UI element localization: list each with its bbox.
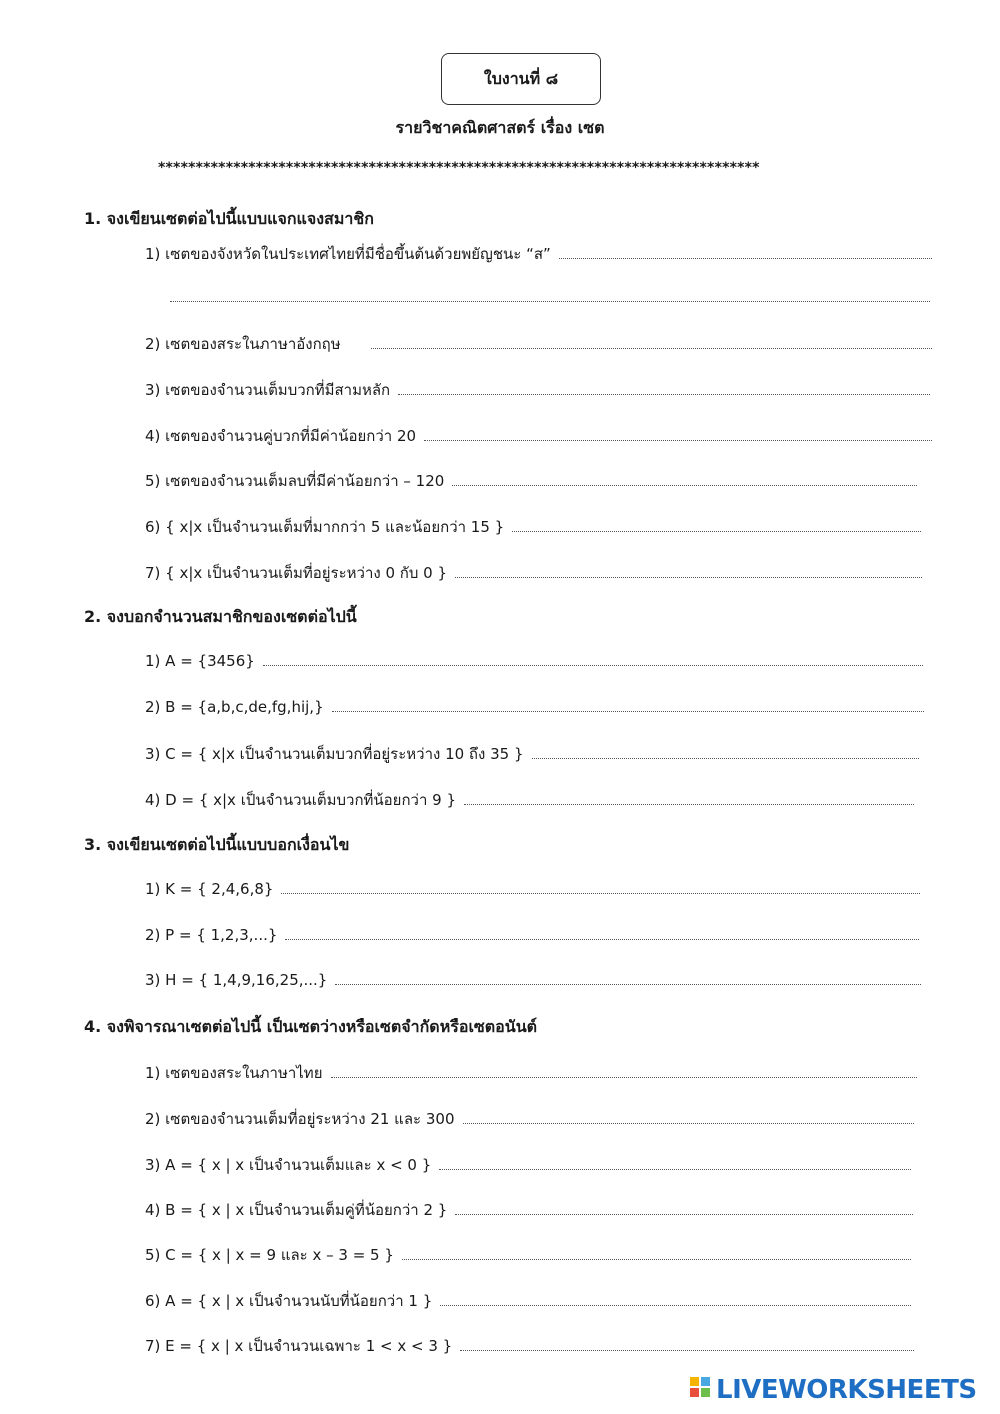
answer-line[interactable] [398,380,930,395]
question-label: 7) E = { x | x เป็นจำนวนเฉพาะ 1 < x < 3 } [145,1337,453,1355]
question-3-1 [145,879,920,901]
question-3-3 [145,970,921,992]
question-3-2 [145,925,919,947]
question-label: 7) { x|x เป็นจำนวนเต็มที่อยู่ระหว่าง 0 กับ 0 } [145,564,448,582]
liveworksheets-logo-icon [690,1377,712,1403]
liveworksheets-logo [690,1374,977,1406]
question-label: 1) K = { 2,4,6,8} [145,880,274,898]
subject-subtitle: รายวิชาคณิตศาสตร์ เรื่อง เซต [395,118,605,137]
answer-line[interactable] [452,471,917,486]
answer-line[interactable] [424,426,932,441]
worksheet-title [441,53,601,105]
answer-line[interactable] [460,1336,914,1351]
question-1-2 [145,332,932,354]
question-1-1 [145,242,932,264]
question-4-3 [145,1153,911,1175]
question-4-6 [145,1289,911,1311]
answer-line[interactable] [331,1063,918,1078]
question-label: 1) เซตของสระในภาษาไทย [145,1064,323,1082]
question-label: 3) H = { 1,4,9,16,25,...} [145,971,328,989]
question-label: 1) A = {3456} [145,652,255,670]
question-2-3 [145,742,919,764]
question-label: 2) เซตของสระในภาษาอังกฤษ [145,335,341,353]
answer-line[interactable] [455,563,922,578]
question-2-1 [145,651,923,673]
answer-line[interactable] [281,879,920,894]
answer-line[interactable] [463,1109,915,1124]
worksheet-title-text: ใบงานที่ ๘ [483,68,559,88]
question-2-2 [145,697,924,719]
question-label: 3) เซตของจำนวนเต็มบวกที่มีสามหลัก [145,381,391,399]
question-label: 6) A = { x | x เป็นจำนวนนับที่น้อยกว่า 1 } [145,1292,433,1310]
question-1-6 [145,515,921,537]
answer-line[interactable] [332,697,924,712]
question-label: 2) เซตของจำนวนเต็มที่อยู่ระหว่าง 21 และ 300 [145,1110,455,1128]
question-label: 4) D = { x|x เป็นจำนวนเต็มบวกที่น้อยกว่า 9 } [145,791,457,809]
question-2-4 [145,788,914,810]
question-label: 1) เซตของจังหวัดในประเทศไทยที่มีชื่อขึ้นต้นด้วยพยัญชนะ “ส” [145,245,551,263]
answer-line[interactable] [440,1291,911,1306]
answer-line[interactable] [371,334,932,349]
answer-line[interactable] [455,1200,913,1215]
question-label: 3) A = { x | x เป็นจำนวนเต็มและ x < 0 } [145,1156,432,1174]
question-4-1 [145,1061,917,1083]
section-2-heading: 2. จงบอกจำนวนสมาชิกของเซตต่อไปนี้ [84,607,357,626]
question-1-5 [145,469,917,491]
question-label: 2) B = {a,b,c,de,fg,hij,} [145,698,324,716]
question-4-5 [145,1243,911,1265]
answer-line[interactable] [285,925,919,940]
question-label: 2) P = { 1,2,3,...} [145,926,278,944]
answer-line[interactable] [532,744,919,759]
answer-line[interactable] [512,517,921,532]
answer-line[interactable] [559,244,932,259]
question-4-2 [145,1107,914,1129]
question-label: 5) เซตของจำนวนเต็มลบที่มีค่าน้อยกว่า – 120 [145,472,445,490]
section-4-heading: 4. จงพิจารณาเซตต่อไปนี้ เป็นเซตว่างหรือเซตจำกัดหรือเซตอนันต์ [84,1017,538,1036]
question-1-1-continuation [170,287,930,309]
question-label: 4) B = { x | x เป็นจำนวนเต็มคู่ที่น้อยกว่า 2 } [145,1201,448,1219]
question-4-7 [145,1334,914,1356]
question-1-3 [145,378,930,400]
question-label: 6) { x|x เป็นจำนวนเต็มที่มากกว่า 5 และน้อยกว่า 15 } [145,518,505,536]
section-1-heading: 1. จงเขียนเซตต่อไปนี้แบบแจกแจงสมาชิก [84,209,374,228]
liveworksheets-logo-text: LIVEWORKSHEETS [716,1375,977,1405]
question-1-7 [145,561,922,583]
question-label: 5) C = { x | x = 9 และ x – 3 = 5 } [145,1246,394,1264]
star-separator: ******************************************************************************** [158,160,760,176]
question-4-4 [145,1198,913,1220]
answer-line[interactable] [439,1155,911,1170]
answer-line[interactable] [464,790,914,805]
question-1-4 [145,424,932,446]
section-3-heading: 3. จงเขียนเซตต่อไปนี้แบบบอกเงื่อนไข [84,835,350,854]
question-label: 4) เซตของจำนวนคู่บวกที่มีค่าน้อยกว่า 20 [145,427,417,445]
answer-line[interactable] [335,970,921,985]
question-label: 3) C = { x|x เป็นจำนวนเต็มบวกที่อยู่ระหว่าง 10 ถึง 35 } [145,745,524,763]
answer-line[interactable] [402,1245,911,1260]
answer-line[interactable] [170,287,930,302]
answer-line[interactable] [263,651,923,666]
